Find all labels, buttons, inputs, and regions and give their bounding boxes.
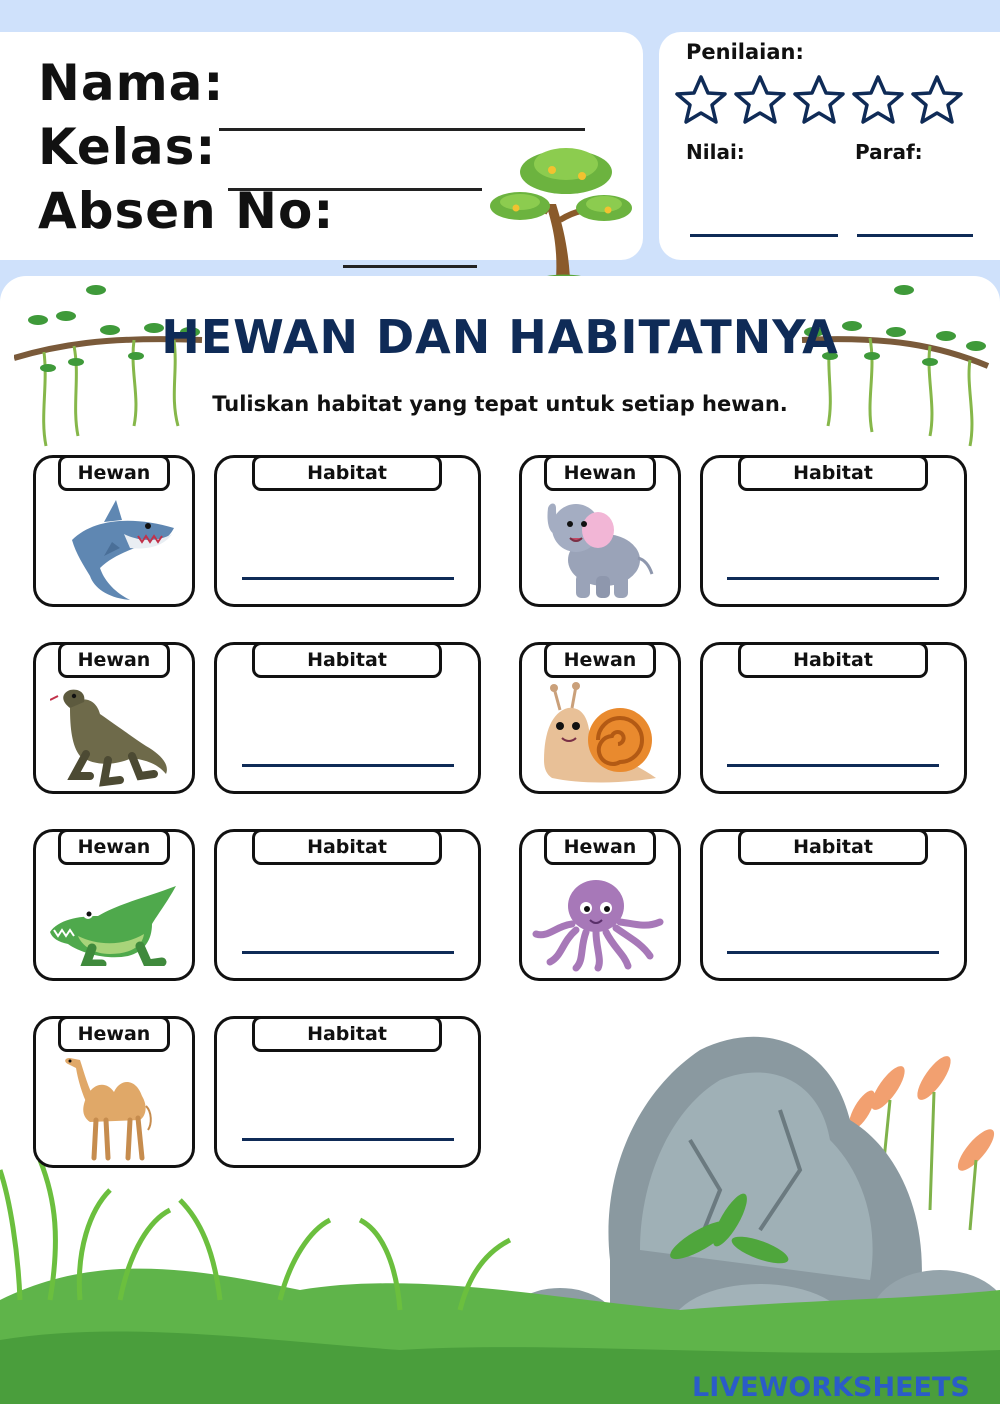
habitat-tab: Habitat bbox=[738, 642, 928, 678]
star-icon bbox=[854, 77, 902, 122]
vine-left-icon bbox=[14, 276, 204, 456]
habitat-answer-line[interactable] bbox=[242, 577, 454, 580]
habitat-answer-line[interactable] bbox=[242, 1138, 454, 1141]
student-info-card bbox=[0, 32, 643, 260]
octopus-icon bbox=[532, 876, 664, 972]
absen-line[interactable] bbox=[343, 265, 477, 268]
rating-label: Penilaian: bbox=[686, 40, 804, 64]
habitat-answer-line[interactable] bbox=[242, 764, 454, 767]
animal-tab: Hewan bbox=[58, 455, 170, 491]
animal-tab: Hewan bbox=[58, 642, 170, 678]
worksheet-title: HEWAN DAN HABITATNYA bbox=[161, 310, 839, 364]
habitat-answer-line[interactable] bbox=[242, 951, 454, 954]
liveworksheets-logo: LIVEWORKSHEETS bbox=[692, 1372, 970, 1403]
habitat-answer-line[interactable] bbox=[727, 951, 939, 954]
komodo-icon bbox=[50, 684, 174, 788]
animal-tab: Hewan bbox=[544, 455, 656, 491]
habitat-answer-line[interactable] bbox=[727, 577, 939, 580]
grade-label: Nilai: bbox=[686, 140, 745, 164]
sign-line[interactable] bbox=[857, 234, 973, 237]
habitat-tab: Habitat bbox=[252, 455, 442, 491]
snail-icon bbox=[540, 682, 658, 788]
vine-right-icon bbox=[800, 276, 990, 456]
habitat-answer-line[interactable] bbox=[727, 764, 939, 767]
habitat-tab: Habitat bbox=[738, 829, 928, 865]
animal-tab: Hewan bbox=[544, 829, 656, 865]
shark-icon bbox=[64, 496, 180, 604]
name-label: Nama: bbox=[38, 54, 225, 112]
grade-line[interactable] bbox=[690, 234, 838, 237]
habitat-tab: Habitat bbox=[252, 829, 442, 865]
sign-label: Paraf: bbox=[855, 140, 923, 164]
habitat-tab: Habitat bbox=[738, 455, 928, 491]
star-icon bbox=[913, 77, 961, 122]
star-icon bbox=[677, 77, 725, 122]
animal-tab: Hewan bbox=[58, 829, 170, 865]
animal-tab: Hewan bbox=[544, 642, 656, 678]
class-label: Kelas: bbox=[38, 118, 217, 176]
star-icon bbox=[795, 77, 843, 122]
habitat-tab: Habitat bbox=[252, 1016, 442, 1052]
camel-icon bbox=[60, 1050, 156, 1162]
star-icon bbox=[736, 77, 784, 122]
animal-tab: Hewan bbox=[58, 1016, 170, 1052]
tree-icon bbox=[486, 124, 636, 284]
rating-stars[interactable] bbox=[674, 74, 974, 130]
worksheet-instruction: Tuliskan habitat yang tepat untuk setiap hewan. bbox=[212, 392, 788, 416]
crocodile-icon bbox=[48, 880, 180, 966]
elephant-icon bbox=[542, 494, 654, 602]
habitat-tab: Habitat bbox=[252, 642, 442, 678]
absen-label: Absen No: bbox=[38, 182, 335, 240]
